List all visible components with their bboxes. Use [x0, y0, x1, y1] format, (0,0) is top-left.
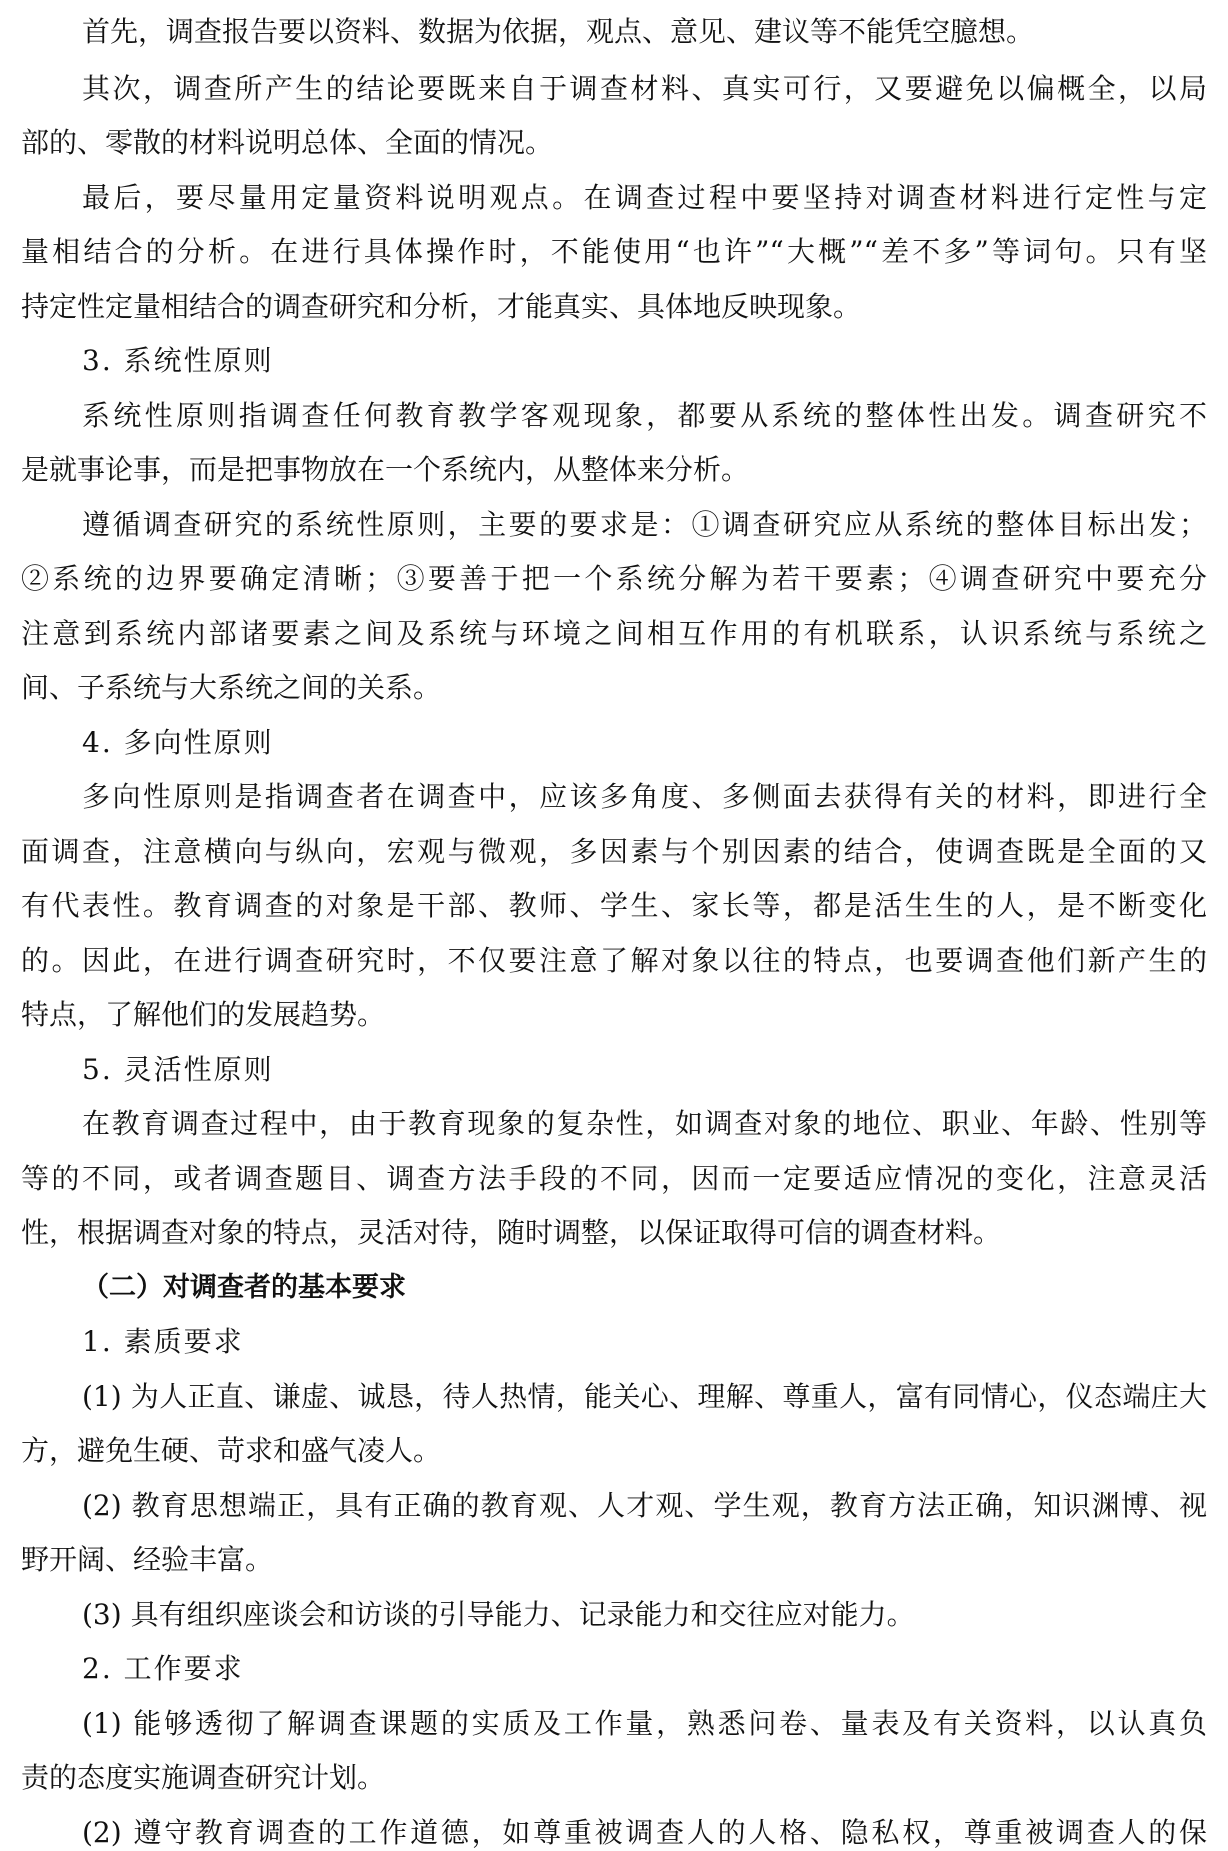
paragraph-line: 间、子系统与大系统之间的关系。	[21, 671, 442, 704]
paragraph-line: 遵循调查研究的系统性原则，主要的要求是：①调查研究应从系统的整体目标出发；	[82, 508, 1207, 541]
paragraph-line: 量相结合的分析。在进行具体操作时，不能使用“也许”“大概”“差不多”等词句。只有坚	[21, 235, 1207, 268]
paragraph-line: (1) 为人正直、谦虚、诚恳，待人热情，能关心、理解、尊重人，富有同情心，仪态端庄大	[82, 1380, 1207, 1413]
paragraph-line: (1) 能够透彻了解调查课题的实质及工作量，熟悉问卷、量表及有关资料，以认真负	[82, 1707, 1207, 1740]
paragraph-line: (2) 遵守教育调查的工作道德，如尊重被调查人的人格、隐私权，尊重被调查人的保	[82, 1816, 1207, 1849]
paragraph-line: 多向性原则是指调查者在调查中，应该多角度、多侧面去获得有关的材料，即进行全	[82, 780, 1207, 813]
subsection-heading: 5. 灵活性原则	[82, 1053, 274, 1086]
paragraph-line: ②系统的边界要确定清晰；③要善于把一个系统分解为若干要素；④调查研究中要充分	[21, 562, 1207, 595]
paragraph-line: (3) 具有组织座谈会和访谈的引导能力、记录能力和交往应对能力。	[82, 1598, 915, 1631]
paragraph-line: 方，避免生硬、苛求和盛气凌人。	[21, 1434, 442, 1467]
paragraph-line: 持定性定量相结合的调查研究和分析，才能真实、具体地反映现象。	[21, 290, 862, 323]
paragraph-line: 注意到系统内部诸要素之间及系统与环境之间相互作用的有机联系，认识系统与系统之	[21, 617, 1207, 650]
paragraph-line: 在教育调查过程中，由于教育现象的复杂性，如调查对象的地位、职业、年龄、性别等	[82, 1107, 1207, 1140]
section-heading: （二）对调查者的基本要求	[82, 1272, 406, 1303]
paragraph-line: 责的态度实施调查研究计划。	[21, 1761, 386, 1794]
paragraph-line: 最后，要尽量用定量资料说明观点。在调查过程中要坚持对调查材料进行定性与定	[82, 181, 1207, 214]
subsection-heading: 2. 工作要求	[82, 1652, 244, 1685]
paragraph-line: 特点，了解他们的发展趋势。	[21, 998, 386, 1031]
subsection-heading: 4. 多向性原则	[82, 726, 274, 759]
paragraph-line: (2) 教育思想端正，具有正确的教育观、人才观、学生观，教育方法正确，知识渊博、视	[82, 1489, 1207, 1522]
paragraph-line: 有代表性。教育调查的对象是干部、教师、学生、家长等，都是活生生的人，是不断变化	[21, 889, 1207, 922]
paragraph-line: 部的、零散的材料说明总体、全面的情况。	[21, 126, 554, 159]
paragraph-line: 等的不同，或者调查题目、调查方法手段的不同，因而一定要适应情况的变化，注意灵活	[21, 1162, 1207, 1195]
subsection-heading: 1. 素质要求	[82, 1325, 244, 1358]
paragraph-line: 首先，调查报告要以资料、数据为依据，观点、意见、建议等不能凭空臆想。	[82, 15, 1035, 48]
paragraph-line: 野开阔、经验丰富。	[21, 1543, 274, 1576]
subsection-heading: 3. 系统性原则	[82, 344, 274, 377]
paragraph-line: 的。因此，在进行调查研究时，不仅要注意了解对象以往的特点，也要调查他们新产生的	[21, 944, 1207, 977]
paragraph-line: 其次，调查所产生的结论要既来自于调查材料、真实可行，又要避免以偏概全，以局	[82, 72, 1207, 105]
paragraph-line: 系统性原则指调查任何教育教学客观现象，都要从系统的整体性出发。调查研究不	[82, 399, 1207, 432]
paragraph-line: 面调查，注意横向与纵向，宏观与微观，多因素与个别因素的结合，使调查既是全面的又	[21, 835, 1207, 868]
paragraph-line: 性，根据调查对象的特点，灵活对待，随时调整，以保证取得可信的调查材料。	[21, 1216, 1002, 1249]
paragraph-line: 是就事论事，而是把事物放在一个系统内，从整体来分析。	[21, 453, 750, 486]
